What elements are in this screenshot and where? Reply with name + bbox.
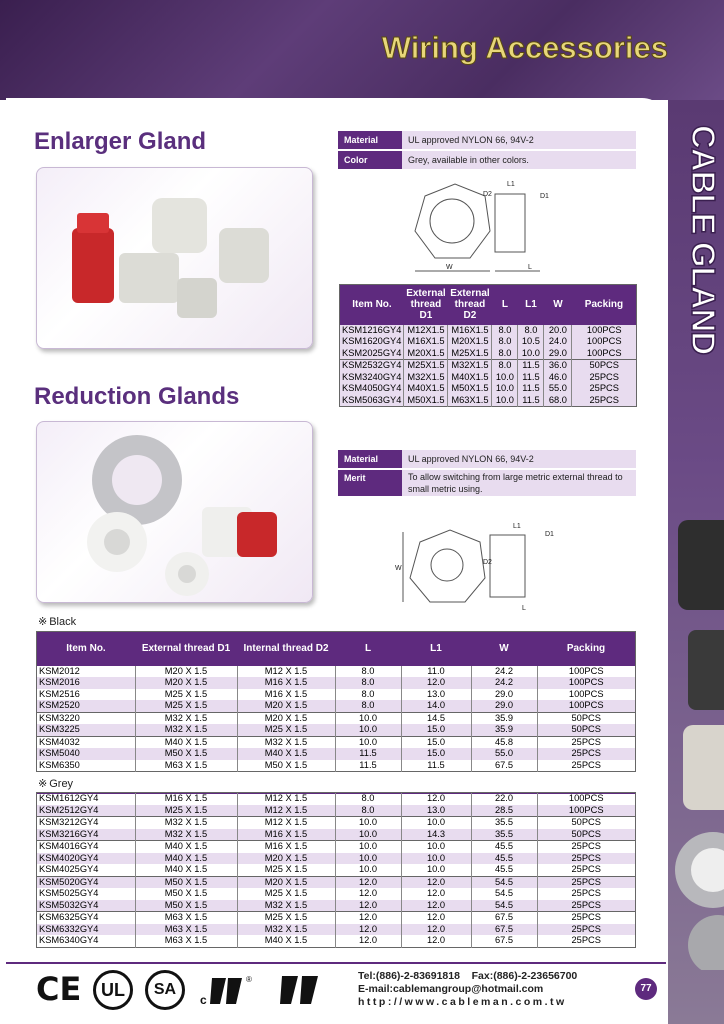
- table-cell: 55.0: [471, 748, 537, 760]
- table-cell: M20X1.5: [404, 348, 448, 360]
- table-cell: 36.0: [544, 360, 572, 372]
- table-cell: M20X1.5: [448, 336, 492, 348]
- footer-divider: [6, 962, 666, 964]
- table-row: [37, 888, 636, 900]
- col-header: Packing: [572, 285, 637, 325]
- table-cell: 35.9: [471, 724, 537, 736]
- table-row: [37, 805, 636, 817]
- table-cell: 45.5: [471, 864, 537, 876]
- table-cell: 12.0: [335, 912, 401, 924]
- table-cell: 10.0: [335, 736, 401, 748]
- table-cell: 12.0: [401, 900, 471, 912]
- table-cell: M50 X 1.5: [135, 748, 237, 760]
- table-cell: 25PCS: [537, 841, 636, 853]
- table-cell: M12 X 1.5: [237, 666, 335, 678]
- table-row: [37, 736, 636, 748]
- ul-mark: UL: [93, 970, 133, 1010]
- table-cell: 8.0: [335, 805, 401, 817]
- table-cell: 35.5: [471, 829, 537, 841]
- table-cell: M40X1.5: [448, 372, 492, 384]
- page-number: 77: [635, 978, 657, 1000]
- side-title: CABLE GLAND: [685, 125, 722, 355]
- table-row: [37, 817, 636, 829]
- table-cell: 8.0: [335, 677, 401, 689]
- table-cell: M32X1.5: [404, 372, 448, 384]
- label-l1: L1: [507, 181, 515, 188]
- table-row: [37, 924, 636, 936]
- table-cell: 10.0: [335, 724, 401, 736]
- table-row: [37, 864, 636, 876]
- table-cell: M63 X 1.5: [135, 924, 237, 936]
- table-row: [340, 383, 637, 395]
- table-cell: KSM5032GY4: [37, 900, 136, 912]
- table-cell: M40 X 1.5: [237, 935, 335, 947]
- table-cell: 12.0: [401, 888, 471, 900]
- table-row: [340, 336, 637, 348]
- table-cell: 8.0: [492, 348, 518, 360]
- table-cell: 10.0: [518, 348, 544, 360]
- table-cell: 12.0: [401, 677, 471, 689]
- table-cell: 8.0: [492, 325, 518, 337]
- contact-info: [358, 970, 577, 1009]
- table-cell: KSM6340GY4: [39, 935, 99, 945]
- table-cell: M50 X 1.5: [135, 876, 237, 888]
- table-cell: 12.0: [335, 876, 401, 888]
- table-cell: 10.0: [401, 853, 471, 865]
- table-cell: KSM5020GY4: [37, 876, 136, 888]
- table-cell: 25PCS: [537, 912, 636, 924]
- table-cell: KSM3216GY4: [37, 829, 136, 841]
- label-d2: D2: [483, 559, 492, 566]
- table-row: [37, 853, 636, 865]
- table-cell: 67.5: [471, 912, 537, 924]
- label-w: W: [446, 264, 453, 271]
- table-row: [340, 348, 637, 360]
- table-cell: 12.0: [401, 935, 471, 947]
- table-cell: KSM5040: [37, 748, 136, 760]
- table-cell: 100PCS: [537, 666, 636, 678]
- table-cell: M12 X 1.5: [237, 817, 335, 829]
- table-row: [37, 666, 636, 678]
- black-section-label: ※ Black: [38, 616, 77, 628]
- table-cell: 20.0: [544, 325, 572, 337]
- enlarger-diagram: [400, 176, 560, 276]
- table-cell: 11.5: [518, 395, 544, 407]
- reduction-photo: [36, 421, 313, 603]
- col-header: L1: [518, 285, 544, 325]
- table-cell: 13.0: [401, 805, 471, 817]
- table-cell: M63 X 1.5: [135, 935, 237, 947]
- grey-section-label: ※ Grey: [38, 778, 74, 790]
- table-cell: 10.0: [335, 829, 401, 841]
- table-row: [37, 912, 636, 924]
- table-cell: M32 X 1.5: [135, 829, 237, 841]
- table-cell: M25 X 1.5: [237, 888, 335, 900]
- spec-value: UL approved NYLON 66, 94V-2: [402, 450, 636, 469]
- table-cell: 11.5: [335, 760, 401, 772]
- col-header: W: [471, 632, 537, 666]
- table-cell: 13.0: [401, 689, 471, 701]
- table-cell: 24.2: [471, 677, 537, 689]
- table-cell: M16 X 1.5: [237, 829, 335, 841]
- table-cell: M32X1.5: [448, 360, 492, 372]
- spec-key: Color: [338, 150, 402, 170]
- table-cell: 50PCS: [537, 724, 636, 736]
- table-cell: 25PCS: [572, 372, 637, 384]
- page-title: Wiring Accessories: [381, 30, 668, 65]
- table-cell: 100PCS: [537, 700, 636, 712]
- table-cell: 8.0: [335, 700, 401, 712]
- table-cell: M63X1.5: [448, 395, 492, 407]
- table-cell: KSM2016: [37, 677, 136, 689]
- table-cell: KSM3220: [37, 712, 136, 724]
- table-cell: KSM2516: [39, 688, 80, 699]
- table-cell: 8.0: [335, 666, 401, 678]
- table-cell: M40 X 1.5: [135, 841, 237, 853]
- table-cell: M16X1.5: [448, 325, 492, 337]
- table-cell: M25X1.5: [404, 360, 448, 372]
- table-cell: 25PCS: [537, 935, 636, 947]
- table-cell: 10.0: [335, 817, 401, 829]
- table-cell: 100PCS: [572, 325, 637, 337]
- col-header: L: [492, 285, 518, 325]
- table-cell: KSM6350: [39, 759, 80, 770]
- table-cell: KSM5025GY4: [39, 888, 99, 898]
- table-cell: 25PCS: [537, 736, 636, 748]
- table-cell: 10.0: [401, 817, 471, 829]
- table-cell: 12.0: [335, 900, 401, 912]
- table-cell: 10.0: [335, 841, 401, 853]
- table-cell: 10.0: [492, 372, 518, 384]
- table-cell: 22.0: [471, 793, 537, 805]
- table-row: [37, 876, 636, 888]
- reduction-diagram: [395, 520, 565, 615]
- table-cell: M32 X 1.5: [135, 724, 237, 736]
- enlarger-title: Enlarger Gland: [34, 128, 207, 155]
- col-header: L: [335, 632, 401, 666]
- table-cell: KSM3212GY4: [37, 817, 136, 829]
- table-cell: 10.0: [401, 841, 471, 853]
- table-cell: 50PCS: [537, 712, 636, 724]
- table-cell: 10.0: [401, 864, 471, 876]
- table-row: [37, 712, 636, 724]
- table-cell: M20 X 1.5: [237, 876, 335, 888]
- table-cell: 10.5: [518, 336, 544, 348]
- table-row: [340, 360, 637, 372]
- table-cell: 100PCS: [537, 805, 636, 817]
- table-cell: 67.5: [471, 935, 537, 947]
- table-cell: M50 X 1.5: [135, 900, 237, 912]
- table-cell: 12.0: [401, 793, 471, 805]
- table-cell: 11.5: [518, 372, 544, 384]
- table-cell: 25PCS: [537, 924, 636, 936]
- label-d1: D1: [540, 193, 549, 200]
- table-row: [340, 395, 637, 407]
- table-row: [340, 372, 637, 384]
- table-cell: 11.5: [335, 748, 401, 760]
- table-cell: M16 X 1.5: [135, 793, 237, 805]
- table-cell: KSM2012: [39, 665, 80, 676]
- table-cell: 15.0: [401, 748, 471, 760]
- table-cell: KSM3225: [37, 724, 136, 736]
- spec-value: To allow switching from large metric external thread to small metric using.: [402, 469, 636, 497]
- table-cell: M32 X 1.5: [135, 712, 237, 724]
- enlarger-photo: [36, 167, 313, 349]
- table-cell: 8.0: [492, 336, 518, 348]
- table-row: [37, 829, 636, 841]
- table-cell: 54.5: [471, 900, 537, 912]
- table-cell: KSM1216GY4: [340, 325, 404, 337]
- table-cell: 8.0: [492, 360, 518, 372]
- table-cell: M40X1.5: [404, 383, 448, 395]
- csa-mark: SA: [145, 970, 185, 1010]
- table-cell: 28.5: [471, 805, 537, 817]
- table-row: [37, 841, 636, 853]
- table-cell: KSM5063GY4: [340, 395, 404, 407]
- table-cell: M32 X 1.5: [237, 924, 335, 936]
- table-cell: KSM4016GY4: [37, 841, 136, 853]
- spec-value: Grey, available in other colors.: [402, 150, 636, 170]
- table-cell: KSM2520: [37, 700, 136, 712]
- table-cell: 14.5: [401, 712, 471, 724]
- table-cell: M32 X 1.5: [237, 900, 335, 912]
- label-d2: D2: [483, 191, 492, 198]
- table-cell: M25X1.5: [448, 348, 492, 360]
- col-header: W: [544, 285, 572, 325]
- table-cell: M63 X 1.5: [135, 912, 237, 924]
- table-cell: M50X1.5: [404, 395, 448, 407]
- table-row: [37, 724, 636, 736]
- table-cell: KSM6325GY4: [37, 912, 136, 924]
- table-row: [37, 793, 636, 805]
- table-cell: M40 X 1.5: [237, 748, 335, 760]
- table-cell: M16 X 1.5: [237, 689, 335, 701]
- col-header: External thread D2: [448, 285, 492, 325]
- table-cell: 100PCS: [537, 677, 636, 689]
- table-cell: 29.0: [544, 348, 572, 360]
- table-cell: 25PCS: [537, 853, 636, 865]
- table-cell: 100PCS: [572, 336, 637, 348]
- reduction-title: Reduction Glands: [34, 383, 240, 410]
- table-cell: M16 X 1.5: [237, 677, 335, 689]
- table-cell: KSM6332GY4: [37, 924, 136, 936]
- table-cell: 50PCS: [572, 360, 637, 372]
- table-row: [37, 700, 636, 712]
- table-cell: 67.5: [471, 924, 537, 936]
- table-cell: KSM2532GY4: [340, 360, 404, 372]
- table-cell: 50PCS: [537, 817, 636, 829]
- table-row: [340, 325, 637, 337]
- table-cell: 12.0: [335, 924, 401, 936]
- table-cell: 68.0: [544, 395, 572, 407]
- spec-key: Merit: [338, 469, 402, 497]
- table-cell: 25PCS: [572, 395, 637, 407]
- table-cell: 25PCS: [537, 900, 636, 912]
- table-cell: M32 X 1.5: [135, 817, 237, 829]
- table-cell: 12.0: [401, 924, 471, 936]
- table-cell: 8.0: [335, 793, 401, 805]
- table-cell: 45.8: [471, 736, 537, 748]
- table-cell: 10.0: [335, 853, 401, 865]
- table-cell: 29.0: [471, 689, 537, 701]
- table-cell: 100PCS: [537, 689, 636, 701]
- label-l: L: [528, 264, 532, 271]
- table-cell: KSM1612GY4: [39, 793, 99, 803]
- table-cell: 25PCS: [537, 864, 636, 876]
- table-cell: M25 X 1.5: [237, 864, 335, 876]
- table-cell: 10.0: [492, 383, 518, 395]
- svg-text:®: ®: [246, 975, 252, 984]
- table-cell: 45.5: [471, 841, 537, 853]
- table-cell: KSM4032: [37, 736, 136, 748]
- table-cell: M20 X 1.5: [237, 712, 335, 724]
- table-row: [37, 748, 636, 760]
- table-cell: 25PCS: [537, 876, 636, 888]
- reduction-spec-table: [338, 450, 636, 498]
- spec-key: Material: [338, 450, 402, 469]
- col-header: Packing: [537, 632, 636, 666]
- grey-data-table: [36, 792, 636, 948]
- table-cell: 12.0: [335, 888, 401, 900]
- table-cell: M32 X 1.5: [237, 736, 335, 748]
- table-cell: 100PCS: [537, 793, 636, 805]
- table-cell: M25 X 1.5: [135, 700, 237, 712]
- table-cell: 29.0: [471, 700, 537, 712]
- table-row: [37, 760, 636, 772]
- table-cell: 24.0: [544, 336, 572, 348]
- table-cell: 10.0: [492, 395, 518, 407]
- table-cell: 14.3: [401, 829, 471, 841]
- table-cell: KSM2025GY4: [340, 348, 404, 360]
- table-cell: 11.5: [518, 360, 544, 372]
- email: E-mail:cablemangroup@hotmail.com: [358, 983, 544, 995]
- table-cell: 50PCS: [537, 829, 636, 841]
- table-cell: 14.0: [401, 700, 471, 712]
- table-cell: 11.5: [401, 760, 471, 772]
- table-cell: M50X1.5: [448, 383, 492, 395]
- table-cell: 45.5: [471, 853, 537, 865]
- table-cell: KSM3240GY4: [340, 372, 404, 384]
- table-cell: 54.5: [471, 888, 537, 900]
- table-cell: 35.5: [471, 817, 537, 829]
- enlarger-data-table: [339, 284, 637, 407]
- ce-mark: CE: [36, 970, 82, 1008]
- cru-recognized-mark: [198, 970, 268, 1010]
- table-cell: 15.0: [401, 724, 471, 736]
- table-cell: 10.0: [335, 712, 401, 724]
- col-header: Item No.: [37, 632, 136, 666]
- fax: Fax:(886)-2-23656700: [471, 970, 578, 982]
- table-cell: M25 X 1.5: [237, 912, 335, 924]
- table-cell: M50 X 1.5: [237, 760, 335, 772]
- table-cell: 25PCS: [537, 760, 636, 772]
- table-cell: M40 X 1.5: [135, 864, 237, 876]
- table-cell: M25 X 1.5: [135, 805, 237, 817]
- spec-key: Material: [338, 131, 402, 150]
- col-header: External thread D1: [135, 632, 237, 666]
- table-cell: 24.2: [471, 666, 537, 678]
- black-data-table: [36, 631, 636, 772]
- svg-text:c: c: [200, 993, 207, 1007]
- col-header: Item No.: [340, 285, 404, 325]
- ru-recognized-mark: [276, 970, 336, 1010]
- table-cell: M20 X 1.5: [237, 853, 335, 865]
- table-cell: 12.0: [401, 912, 471, 924]
- table-cell: KSM4050GY4: [340, 383, 404, 395]
- website: http://www.cableman.com.tw: [358, 996, 567, 1008]
- table-cell: 15.0: [401, 736, 471, 748]
- table-cell: 25PCS: [537, 888, 636, 900]
- table-cell: 12.0: [335, 935, 401, 947]
- label-l1: L1: [513, 523, 521, 530]
- table-cell: 100PCS: [572, 348, 637, 360]
- table-cell: M25 X 1.5: [237, 724, 335, 736]
- table-cell: KSM2512GY4: [37, 805, 136, 817]
- col-header: External thread D1: [404, 285, 448, 325]
- table-row: [37, 935, 636, 947]
- spec-value: UL approved NYLON 66, 94V-2: [402, 131, 636, 150]
- table-cell: M16X1.5: [404, 336, 448, 348]
- table-cell: M40 X 1.5: [135, 853, 237, 865]
- table-cell: 46.0: [544, 372, 572, 384]
- tel: Tel:(886)-2-83691818: [358, 970, 460, 982]
- col-header: L1: [401, 632, 471, 666]
- table-cell: M20 X 1.5: [135, 666, 237, 678]
- col-header: Internal thread D2: [237, 632, 335, 666]
- table-cell: 12.0: [401, 876, 471, 888]
- table-cell: M20 X 1.5: [135, 677, 237, 689]
- table-cell: 10.0: [335, 864, 401, 876]
- table-cell: 11.0: [401, 666, 471, 678]
- table-row: [37, 900, 636, 912]
- label-l: L: [522, 605, 526, 612]
- table-cell: M40 X 1.5: [135, 736, 237, 748]
- table-cell: KSM4025GY4: [39, 864, 99, 874]
- label-d1: D1: [545, 531, 554, 538]
- table-cell: M12 X 1.5: [237, 793, 335, 805]
- enlarger-spec-table: [338, 131, 636, 171]
- table-cell: M16 X 1.5: [237, 841, 335, 853]
- table-cell: 11.5: [518, 383, 544, 395]
- table-cell: 67.5: [471, 760, 537, 772]
- table-cell: KSM1620GY4: [340, 336, 404, 348]
- table-cell: M12 X 1.5: [237, 805, 335, 817]
- table-cell: 8.0: [518, 325, 544, 337]
- fittings-decoration: [668, 500, 724, 970]
- table-row: [37, 677, 636, 689]
- table-cell: 35.9: [471, 712, 537, 724]
- table-cell: 55.0: [544, 383, 572, 395]
- table-cell: M25 X 1.5: [135, 689, 237, 701]
- table-cell: 25PCS: [537, 748, 636, 760]
- table-cell: 54.5: [471, 876, 537, 888]
- table-cell: M20 X 1.5: [237, 700, 335, 712]
- table-cell: M50 X 1.5: [135, 888, 237, 900]
- table-cell: M12X1.5: [404, 325, 448, 337]
- table-cell: M63 X 1.5: [135, 760, 237, 772]
- table-cell: 25PCS: [572, 383, 637, 395]
- table-row: [37, 689, 636, 701]
- label-w: W: [395, 565, 402, 572]
- table-cell: 8.0: [335, 689, 401, 701]
- table-cell: KSM4020GY4: [37, 853, 136, 865]
